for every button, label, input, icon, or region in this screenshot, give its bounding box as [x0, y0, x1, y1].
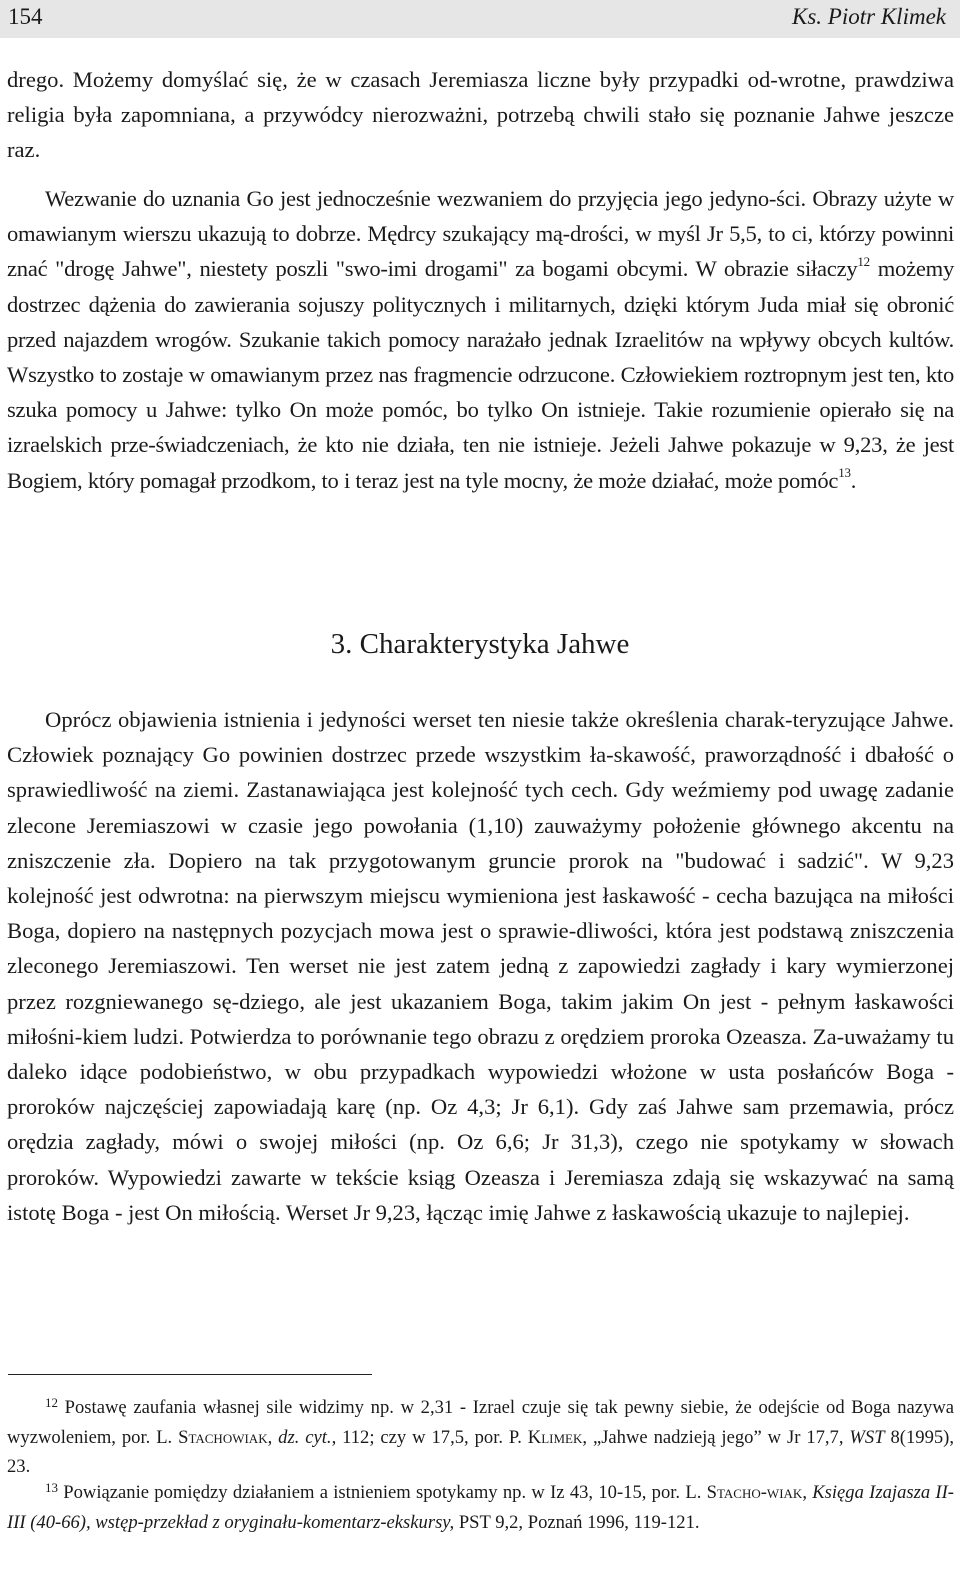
footnote-text: Powiązanie pomiędzy działaniem a istnieniem spotykamy np. w Iz 43, 10-15, por. L. [58, 1482, 707, 1503]
footnote-ref-13[interactable]: 13 [838, 465, 851, 481]
footnote-separator [8, 1374, 372, 1375]
running-author: Ks. Piotr Klimek [792, 4, 946, 29]
paragraph-text: Oprócz objawienia istnienia i jedyności werset ten niesie także określenia charak-teryzujące Jahwe. Człowiek poznający Go powinien dostrzec przede wszystkim ła-skawość, praworządność i dbałość o sprawiedliwość na ziemi. Zastanawiająca jest kolejność tych cech. Gdy weźmiemy pod uwagę zadanie zlecone Jeremiaszowi w czasie jego powołania (1,10) zauważymy położenie głównego akcentu na zniszczenie zła. Dopiero na tak przygotowanym gruncie prorok na "budować i sadzić". W 9,23 kolejność jest odwrotna: na pierwszym miejscu wymieniona jest łaskawość - cecha bazująca na miłości Boga, dopiero na następnych pozycjach mowa jest o sprawie-dliwości, która jest podstawą zniszczenia zleconego Jeremiaszowi. Ten werset nie jest zatem jedną z zapowiedzi zagłady i kary wymierzonej przez rozgniewanego sę-dziego, ale jest ukazaniem Boga, takim jakim On jest - pełnym łaskawości miłośni-kiem ludzi. Potwierdza to porównanie tego obrazu z orędziem proroka Ozeasza. Za-uważamy tu daleko idące podobieństwo, w obu przypadkach wypowiedzi włożone w usta posłańców Boga - proroków najczęściej zapowiadają karę (np. Oz 4,3; Jr 6,1). Gdy zaś Jahwe sam przemawia, prócz orędzia zagłady, mówi o swojej miłości (np. Oz 6,6; Jr 31,3), czego nie spotykamy w słowach proroków. Wypowiedzi zawarte w tekście ksiąg Ozeasza i Jeremiasza zdają się wskazywać na samą istotę Boga - jest On miłością. Werset Jr 9,23, łącząc imię Jahwe z łaskawością ukazuje to najlepiej. [7, 707, 954, 1225]
page-number: 154 [8, 4, 43, 29]
paragraph-text: Wezwanie do uznania Go jest jednocześnie wezwaniem do przyjęcia jego jedyno-ści. Obrazy użyte w omawianym wierszu ukazują to dobrze. Mędrcy szukający mą-drości, w myśl Jr 5,5, to ci, którzy powinni znać "drogę Jahwe", niestety poszli "swo-imi drogami" za bogami obcymi. W obrazie siłaczy [7, 186, 954, 282]
footnote-text: , [802, 1482, 813, 1503]
footnote-12 [7, 1393, 954, 1481]
paragraph-text: drego. Możemy domyślać się, że w czasach Jeremiasza liczne były przypadki od-wrotne, prawdziwa religia była zapomniana, a przywódcy nierozważni, potrzebą chwili stało się poznanie Jahwe jeszcze raz. [7, 67, 954, 163]
footnote-number: 13 [45, 1480, 58, 1495]
footnote-text: Postawę zaufania własnej sile widzimy np. w 2,31 - Izrael czuje się tak pewny siebie, że odejście od Boga nazywa wyzwoleniem, por. L. [7, 1397, 954, 1448]
paragraph-continuation [7, 62, 954, 168]
footnote-text: , 112; czy w 17,5, por. P. [331, 1427, 528, 1448]
paragraph-characteristics [7, 702, 954, 1230]
footnote-author: Stacho-wiak [706, 1482, 803, 1503]
section-title: 3. Charakterystyka Jahwe [330, 628, 630, 660]
footnote-13 [7, 1478, 954, 1537]
paragraph-text: możemy dostrzec dążenia do zawierania sojuszy politycznych i militarnych, dzięki którym Juda miał się obronić przed najazdem wrogów. Szukanie takich pomocy narażało jednak Izraelitów na wpływy obcych kultów. Wszystko to zostaje w omawianym przez nas fragmencie odrzucone. Człowiekiem roztropnym jest ten, kto szuka pomocy u Jahwe: tylko On może pomóc, bo tylko On istnieje. Takie rozumienie opierało się na izraelskich prze-świadczeniach, że kto nie działa, ten nie istnieje. Jeżeli Jahwe pokazuje w 9,23, że jest Bogiem, który pomagał przodkom, to i teraz jest na tyle mocny, że może działać, może pomóc [7, 256, 954, 493]
footnote-number: 12 [45, 1395, 58, 1410]
footnote-text: , [267, 1427, 279, 1448]
footnote-text: PST 9,2, Poznań 1996, 119-121. [454, 1512, 700, 1533]
footnote-ref-12[interactable]: 12 [857, 253, 870, 269]
footnote-author: Stachowiak [178, 1427, 268, 1448]
paragraph-text: . [850, 467, 857, 493]
footnote-journal: WST [849, 1427, 885, 1448]
footnote-citation: dz. cyt. [278, 1427, 332, 1448]
footnote-book-title: Księga Izajasza II-III (40-66), wstęp-przekład z oryginału-komentarz-ekskursy, [7, 1482, 954, 1533]
footnote-text: , „Jahwe nadzieją jego” w Jr 17,7, [582, 1427, 850, 1448]
running-header [0, 0, 960, 38]
paragraph-wisdom [7, 181, 954, 498]
footnote-text: 8(1995), 23. [7, 1427, 954, 1477]
footnote-author: Klimek [527, 1427, 583, 1448]
